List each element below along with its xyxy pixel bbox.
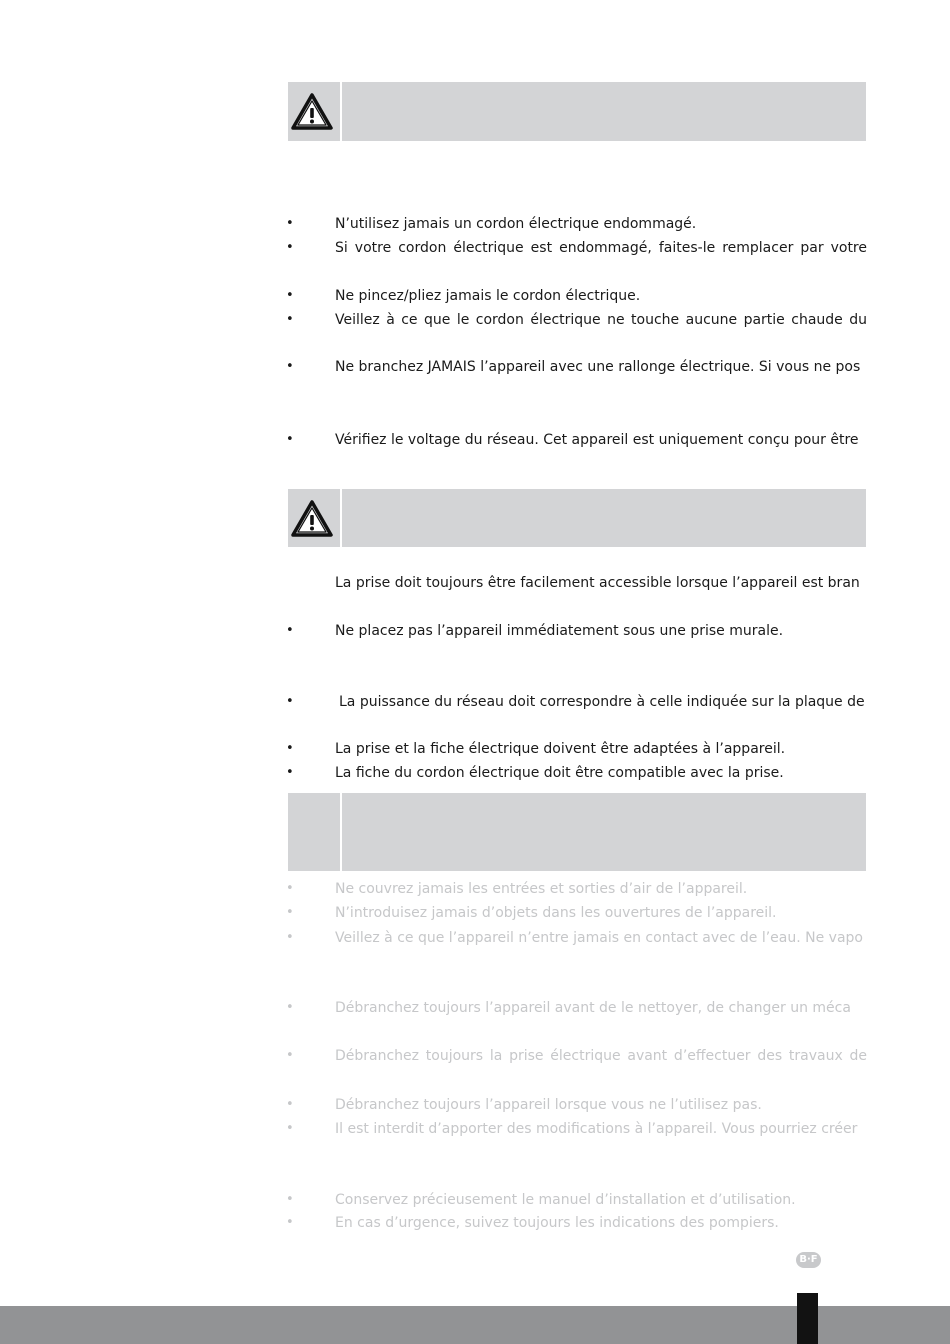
- instruction-line: Veillez à ce que l’appareil n’entre jamais en contact avec de l’eau. Ne vapo: [335, 930, 864, 946]
- instruction-line: Débranchez toujours l’appareil avant de le nettoyer, de changer un méca: [335, 1000, 851, 1016]
- instruction-line: La fiche du cordon électrique doit être compatible avec la prise.: [335, 765, 784, 781]
- bullet: •: [286, 432, 294, 447]
- instruction-line: N’utilisez jamais un cordon électrique endommagé.: [335, 216, 697, 232]
- language-badge: B·F: [796, 1252, 821, 1268]
- bullet: •: [286, 1121, 294, 1136]
- info-banner: [288, 793, 866, 871]
- warning-banner-socket: [288, 489, 866, 547]
- instruction-line: Ne couvrez jamais les entrées et sorties d’air de l’appareil.: [335, 881, 748, 897]
- warning-triangle-icon: [290, 499, 334, 539]
- instruction-line: Débranchez toujours la prise électrique avant d’effectuer des travaux de: [335, 1048, 867, 1064]
- bullet: •: [286, 1048, 294, 1063]
- instruction-line: En cas d’urgence, suivez toujours les indications des pompiers.: [335, 1215, 779, 1231]
- bullet: •: [286, 1000, 294, 1015]
- instruction-line: Ne placez pas l’appareil immédiatement sous une prise murale.: [335, 623, 784, 639]
- instruction-line: Ne pincez/pliez jamais le cordon électrique.: [335, 288, 641, 304]
- bullet: •: [286, 930, 294, 945]
- bullet: •: [286, 741, 294, 756]
- bullet: •: [286, 312, 294, 327]
- bullet: •: [286, 623, 294, 638]
- bullet: •: [286, 359, 294, 374]
- instruction-line: N’introduisez jamais d’objets dans les ouvertures de l’appareil.: [335, 905, 777, 921]
- banner-divider: [340, 82, 342, 141]
- bullet: •: [286, 765, 294, 780]
- bullet: •: [286, 216, 294, 231]
- instruction-line: Il est interdit d’apporter des modifications à l’appareil. Vous pourriez créer: [335, 1121, 858, 1137]
- page-tab-marker: [797, 1293, 818, 1344]
- bullet: •: [286, 1215, 294, 1230]
- instruction-line: Ne branchez JAMAIS l’appareil avec une rallonge électrique. Si vous ne pos: [335, 359, 861, 375]
- bullet: •: [286, 1192, 294, 1207]
- warning-triangle-icon: [290, 92, 334, 132]
- bullet: •: [286, 694, 294, 709]
- instruction-line: Vérifiez le voltage du réseau. Cet appareil est uniquement conçu pour être: [335, 432, 859, 448]
- bullet: •: [286, 881, 294, 896]
- instruction-line: La prise doit toujours être facilement accessible lorsque l’appareil est bran: [335, 575, 860, 591]
- instruction-line: La prise et la fiche électrique doivent être adaptées à l’appareil.: [335, 741, 786, 757]
- bullet: •: [286, 905, 294, 920]
- bullet: •: [286, 1097, 294, 1112]
- warning-banner-electrical: [288, 82, 866, 141]
- banner-divider: [340, 793, 342, 871]
- bullet: •: [286, 240, 294, 255]
- instruction-line: Conservez précieusement le manuel d’installation et d’utilisation.: [335, 1192, 796, 1208]
- instruction-line: La puissance du réseau doit correspondre à celle indiquée sur la plaque de: [339, 694, 865, 710]
- bullet: •: [286, 288, 294, 303]
- instruction-line: Si votre cordon électrique est endommagé, faites-le remplacer par votre: [335, 240, 867, 256]
- instruction-line: Débranchez toujours l’appareil lorsque vous ne l’utilisez pas.: [335, 1097, 762, 1113]
- instruction-line: Veillez à ce que le cordon électrique ne touche aucune partie chaude du: [335, 312, 867, 328]
- banner-divider: [340, 489, 342, 547]
